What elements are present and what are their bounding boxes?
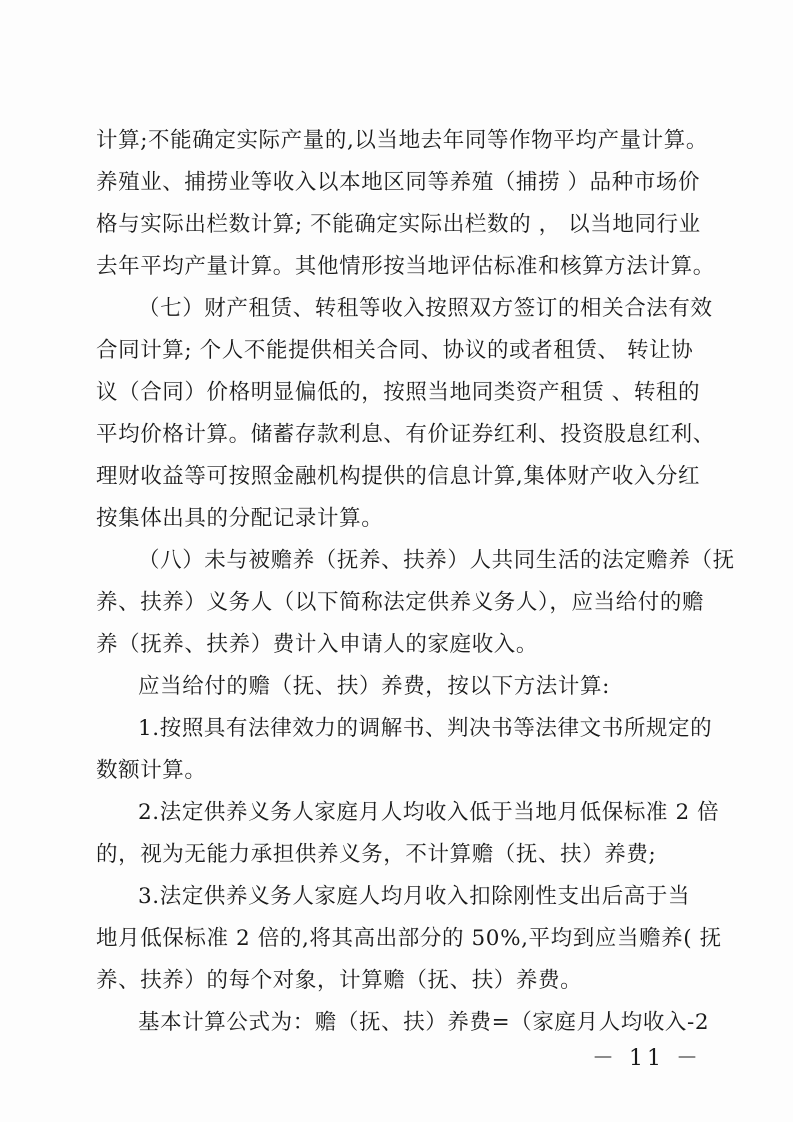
text-line: 格与实际出栏数计算; 不能确定实际出栏数的 ， 以当地同行业 — [96, 212, 701, 237]
paragraph-start-line: 应当给付的赡（抚、扶）养费，按以下方法计算: — [138, 674, 610, 699]
text-line: 平均价格计算。储蓄存款利息、有价证券红利、投资股息红利、 — [96, 422, 715, 447]
text-line: 养（抚养、扶养）费计入申请人的家庭收入。 — [96, 632, 539, 657]
page-number: － 11 － — [592, 1046, 702, 1071]
text-line: 养殖业、捕捞业等收入以本地区同等养殖（捕捞 ）品种市场价 — [96, 170, 701, 195]
text-line: 合同计算; 个人不能提供相关合同、协议的或者租赁、 转让协 — [96, 338, 694, 363]
paragraph-start-line: （八）未与被赡养（抚养、扶养）人共同生活的法定赡养（抚 — [138, 548, 735, 573]
text-line: 理财收益等可按照金融机构提供的信息计算,集体财产收入分红 — [96, 464, 701, 489]
text-line: 养、扶养）的每个对象，计算赡（抚、扶）养费。 — [96, 968, 583, 993]
list-item-3-line: 3.法定供养义务人家庭人均月收入扣除刚性支出后高于当 — [138, 884, 691, 909]
text-line: 计算;不能确定实际产量的,以当地去年同等作物平均产量计算。 — [96, 128, 708, 153]
text-line: 养、扶养）义务人（以下简称法定供养义务人），应当给付的赡 — [96, 590, 705, 615]
text-line: 去年平均产量计算。其他情形按当地评估标准和核算方法计算。 — [96, 254, 715, 279]
text-line: 议（合同）价格明显偏低的，按照当地同类资产租赁 、转租的 — [96, 380, 701, 405]
list-item-1-line: 1.按照具有法律效力的调解书、判决书等法律文书所规定的 — [138, 716, 713, 741]
list-item-2-line: 2.法定供养义务人家庭月人均收入低于当地月低保标准 2 倍 — [138, 800, 720, 825]
paragraph-start-line: （七）财产租赁、转租等收入按照双方签订的相关合法有效 — [138, 296, 713, 321]
text-line: 数额计算。 — [96, 758, 207, 783]
paragraph-start-line: 基本计算公式为：赡（抚、扶）养费=（家庭月人均收入-2 — [138, 1010, 710, 1035]
text-line: 的，视为无能力承担供养义务，不计算赡（抚、扶）养费; — [96, 842, 657, 867]
text-line: 地月低保标准 2 倍的,将其高出部分的 50%,平均到应当赡养( 抚 — [96, 926, 722, 951]
text-line: 按集体出具的分配记录计算。 — [96, 506, 384, 531]
